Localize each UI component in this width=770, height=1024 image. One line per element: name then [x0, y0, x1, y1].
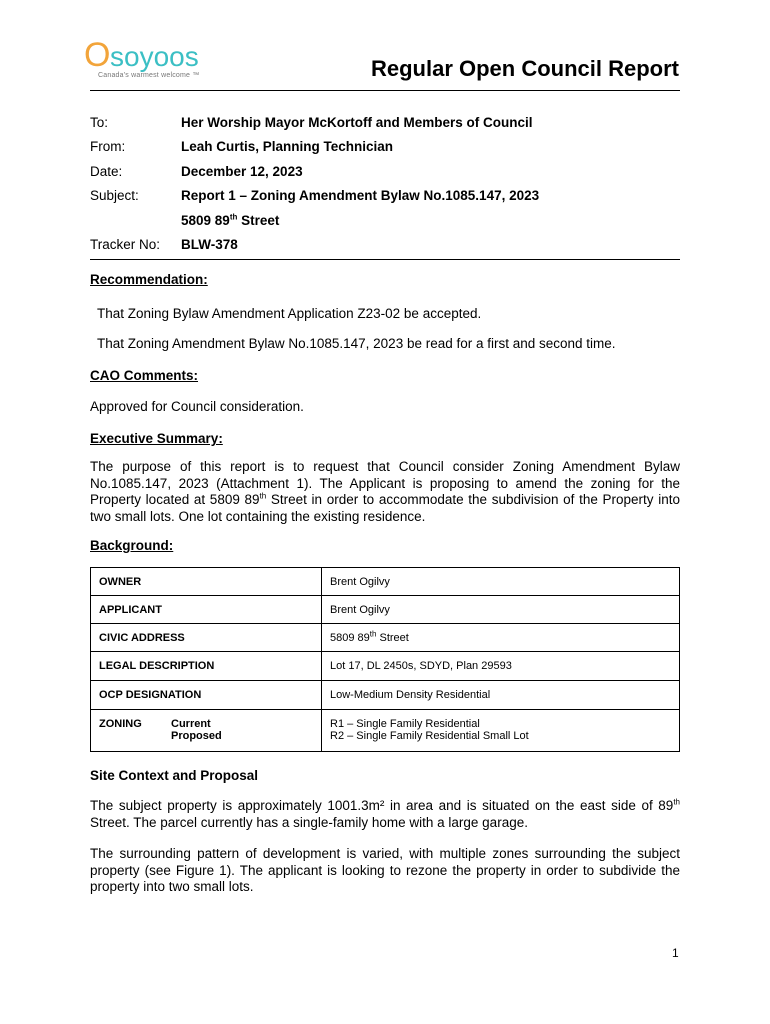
zoning-current-value: R1 – Single Family Residential — [330, 718, 480, 730]
meta-divider — [90, 259, 680, 260]
report-title: Regular Open Council Report — [370, 56, 679, 81]
site-context-paragraph: The subject property is approximately 1001.3m² in area and is situated on the east side of 89th Street. The parcel currently has a single-family home with a large garage. — [90, 797, 680, 830]
meta-to — [90, 110, 680, 135]
table-row — [91, 681, 680, 710]
legal-description-label: LEGAL DESCRIPTION — [91, 652, 322, 681]
meta-date-value: December 12, 2023 — [181, 163, 303, 179]
civic-address-label: CIVIC ADDRESS — [91, 624, 322, 652]
meta-date-label: Date: — [90, 163, 123, 179]
site-context-heading: Site Context and Proposal — [90, 768, 259, 783]
meta-from-value: Leah Curtis, Planning Technician — [181, 139, 394, 155]
report-meta — [90, 110, 680, 257]
meta-from — [90, 135, 680, 160]
logo-tagline: Canada's warmest welcome ™ — [98, 72, 200, 79]
meta-from-label: From: — [90, 139, 126, 155]
osoyoos-logo — [84, 36, 244, 82]
meta-subject-label: Subject: — [90, 188, 139, 204]
report-body — [90, 272, 680, 896]
meta-subject — [90, 184, 680, 209]
meta-tracker-value: BLW-378 — [181, 237, 238, 253]
table-row — [91, 624, 680, 652]
meta-tracker-label: Tracker No: — [90, 237, 161, 253]
zoning-proposed-value: R2 – Single Family Residential Small Lot — [330, 730, 529, 742]
owner-label: OWNER — [91, 568, 322, 596]
ocp-designation-value: Low-Medium Density Residential — [322, 681, 680, 710]
recommendation-heading: Recommendation: — [90, 272, 208, 287]
applicant-value: Brent Ogilvy — [322, 596, 680, 624]
zoning-current-label: Current — [171, 718, 211, 730]
meta-to-value: Her Worship Mayor McKortoff and Members of Council — [181, 114, 533, 130]
table-row — [91, 652, 680, 681]
background-heading: Background: — [90, 538, 174, 553]
svg-text:soyoos: soyoos — [110, 41, 199, 72]
table-row — [91, 568, 680, 596]
table-row — [91, 596, 680, 624]
meta-subject-value: Report 1 – Zoning Amendment Bylaw No.1085.147, 2023 — [181, 188, 540, 204]
owner-value: Brent Ogilvy — [322, 568, 680, 596]
meta-to-label: To: — [90, 114, 109, 130]
table-row — [91, 710, 680, 752]
zoning-label: ZONING — [99, 718, 142, 730]
svg-text:O: O — [84, 36, 111, 72]
applicant-label: APPLICANT — [91, 596, 322, 624]
site-context-paragraph: The surrounding pattern of development is varied, with multiple zones surrounding the subject property (see Figure 1). The applicant is looking to rezone the property in order to subdivide the property into two small lots. — [90, 846, 680, 894]
zoning-value-cell — [322, 710, 680, 752]
meta-tracker — [90, 233, 680, 258]
header-divider — [90, 90, 680, 91]
executive-summary-heading: Executive Summary: — [90, 431, 223, 446]
civic-address-value: 5809 89th Street — [322, 624, 680, 652]
meta-subject-street — [90, 208, 680, 233]
executive-summary-text: The purpose of this report is to request that Council consider Zoning Amendment Bylaw No.1085.147, 2023 (Attachment 1). The Applicant is proposing to amend the zoning for the Property located at 5809 89th Street in order to accommodate the subdivision of the Property into two small lots. One lot containing the existing residence. — [90, 459, 680, 524]
cao-heading: CAO Comments: — [90, 368, 199, 383]
recommendation-item: That Zoning Bylaw Amendment Application Z23-02 be accepted. — [97, 306, 482, 321]
cao-text: Approved for Council consideration. — [90, 399, 304, 414]
legal-description-value: Lot 17, DL 2450s, SDYD, Plan 29593 — [322, 652, 680, 681]
ocp-designation-label: OCP DESIGNATION — [91, 681, 322, 710]
meta-date — [90, 159, 680, 184]
meta-subject-street-value: 5809 89th Street — [181, 212, 280, 228]
page-number: 1 — [672, 946, 679, 960]
recommendation-item: That Zoning Amendment Bylaw No.1085.147, 2023 be read for a first and second time. — [97, 336, 616, 351]
zoning-proposed-label: Proposed — [171, 730, 222, 742]
osoyoos-wordmark — [84, 36, 244, 72]
zoning-label-cell — [91, 710, 322, 752]
background-table — [90, 567, 680, 752]
